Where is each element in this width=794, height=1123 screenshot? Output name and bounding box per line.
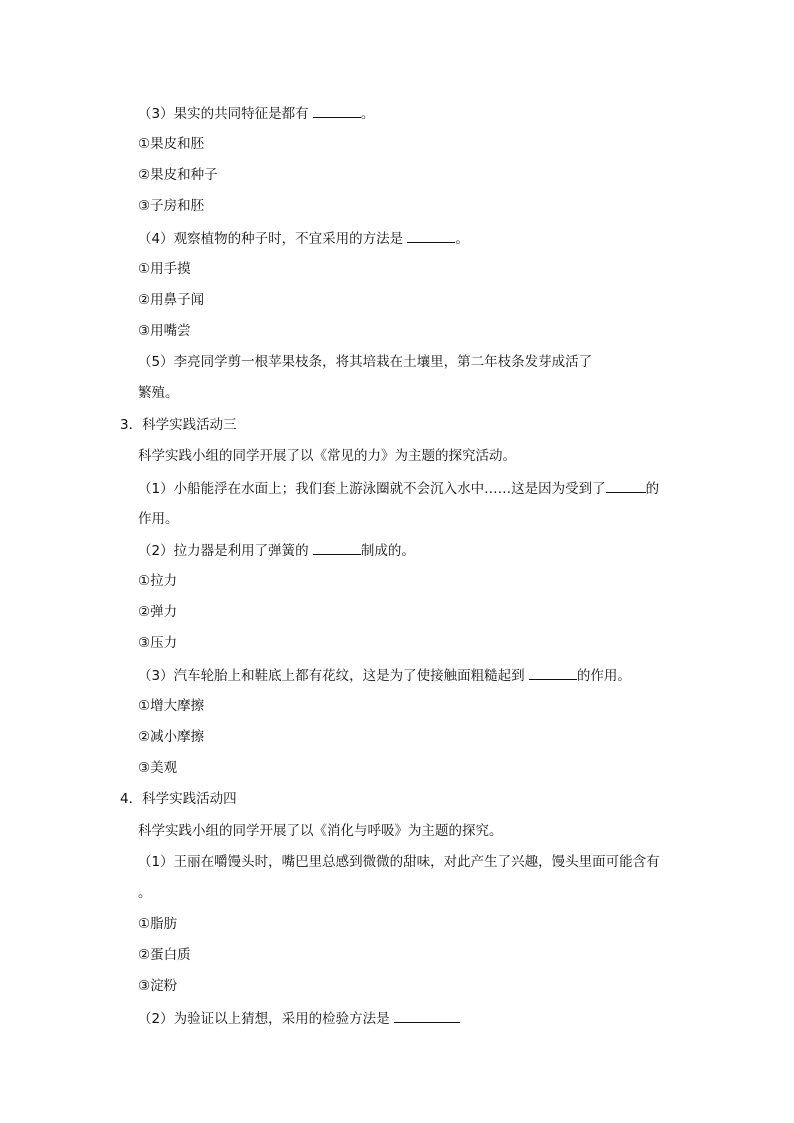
answer-blank[interactable] [394,1008,460,1023]
option-item: ③淀粉 [138,978,178,994]
option-item: ②弹力 [138,604,178,620]
sub-question-3: （3）果实的共同特征是都有 。 [138,103,374,124]
option-item: ③压力 [138,635,178,651]
option-item: ②减小摩擦 [138,729,205,745]
question-intro: 科学实践小组的同学开展了以《常见的力》为主题的探究活动。 [138,448,516,464]
sub-question-1: （1）王丽在嚼馒头时，嘴巴里总感到微微的甜味，对此产生了兴趣，馒头里面可能含有 [138,854,660,870]
sub-question-5-continued: 繁殖。 [138,385,179,401]
option-item: ②果皮和种子 [138,167,218,183]
option-item: ①增大摩擦 [138,698,205,714]
option-item: ③美观 [138,760,178,776]
sub-question-3: （3）汽车轮胎上和鞋底上都有花纹，这是为了使接触面粗糙起到 的作用。 [138,665,631,686]
option-item: ①果皮和胚 [138,136,205,152]
answer-blank[interactable] [313,540,361,555]
sub-question-2: （2）拉力器是利用了弹簧的 制成的。 [138,540,415,561]
option-item: ①脂肪 [138,916,178,932]
sub-question-1-continued: 作用。 [138,511,179,527]
sub-question-1: （1）小船能浮在水面上；我们套上游泳圈就不会沉入水中……这是因为受到了 的 [138,478,659,499]
question-heading: 4．科学实践活动四 [120,791,237,807]
option-item: ③用嘴尝 [138,323,191,339]
sub-question-2: （2）为验证以上猜想，采用的检验方法是 [138,1008,460,1029]
answer-blank[interactable] [529,665,577,680]
answer-blank[interactable] [313,103,361,118]
answer-blank[interactable] [407,228,455,243]
sub-question-5: （5）李亮同学剪一根苹果枝条，将其培栽在土壤里，第二年枝条发芽成活了 [138,354,593,370]
option-item: ②蛋白质 [138,947,191,963]
question-intro: 科学实践小组的同学开展了以《消化与呼吸》为主题的探究。 [138,823,503,839]
option-item: ①用手摸 [138,261,191,277]
question-heading: 3．科学实践活动三 [120,417,237,433]
sub-question-1-continued: 。 [138,885,152,901]
answer-blank[interactable] [606,478,646,493]
option-item: ①拉力 [138,573,178,589]
option-item: ③子房和胚 [138,198,205,214]
sub-question-4: （4）观察植物的种子时，不宜采用的方法是 。 [138,228,469,249]
option-item: ②用鼻子闻 [138,292,205,308]
